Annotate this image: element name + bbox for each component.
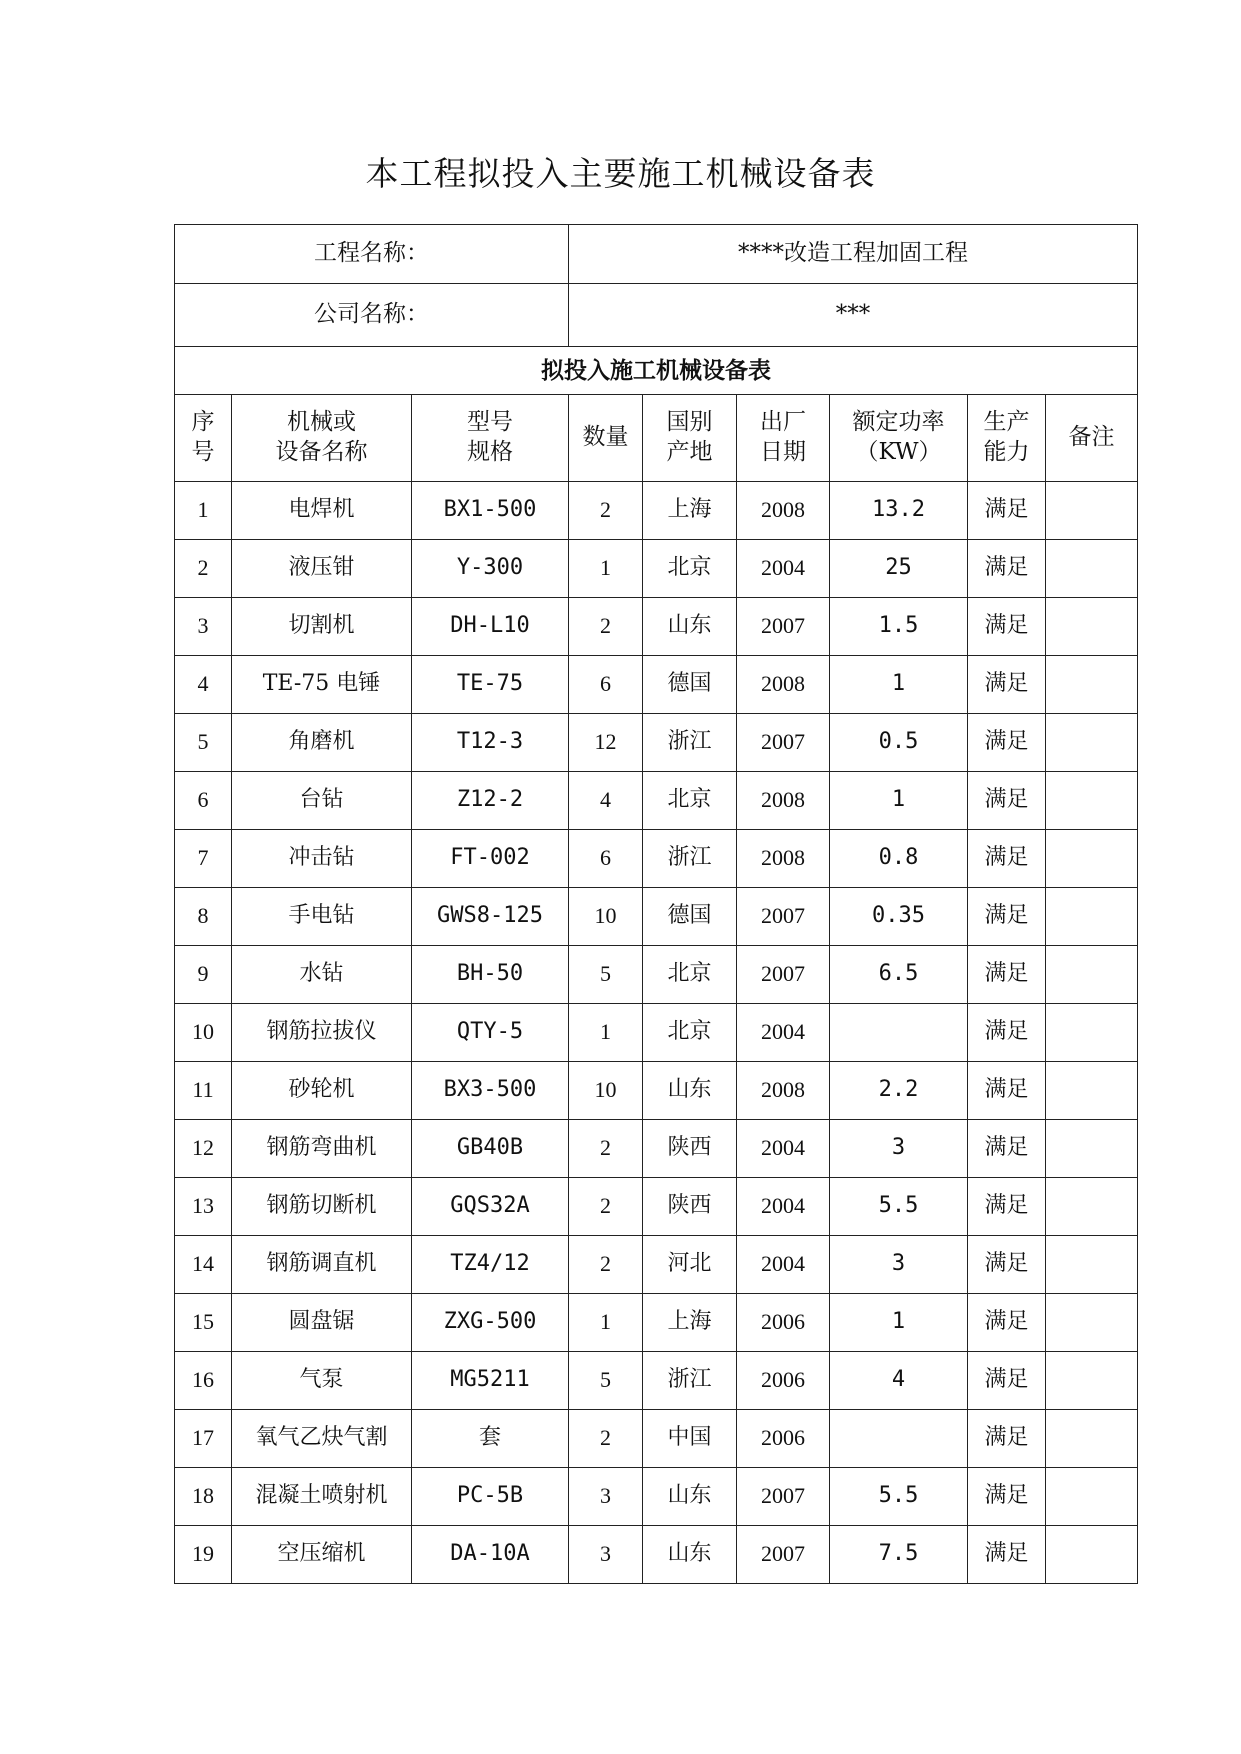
- row-qty: 2: [569, 1178, 643, 1236]
- header-date: [737, 395, 830, 482]
- row-qty: 2: [569, 598, 643, 656]
- row-name: 切割机: [232, 598, 412, 656]
- row-origin: 山东: [643, 598, 737, 656]
- table-row: [175, 1410, 1138, 1468]
- row-date: 2008: [737, 656, 830, 714]
- table-row: [175, 656, 1138, 714]
- header-model-line1: 型号: [467, 409, 514, 436]
- row-origin: 北京: [643, 540, 737, 598]
- equipment-table: [174, 224, 1138, 1584]
- header-no-line2: 号: [191, 439, 215, 465]
- row-origin: 浙江: [643, 1352, 737, 1410]
- row-name: 水钻: [232, 946, 412, 1004]
- row-date: 2007: [737, 946, 830, 1004]
- table-row: [175, 1062, 1138, 1120]
- row-date: 2006: [737, 1410, 830, 1468]
- row-power: 1: [830, 1294, 968, 1352]
- header-no: [175, 395, 232, 482]
- row-name: 手电钻: [232, 888, 412, 946]
- row-name: 圆盘锯: [232, 1294, 412, 1352]
- table-row: [175, 1178, 1138, 1236]
- row-remark: [1046, 1062, 1138, 1120]
- row-remark: [1046, 598, 1138, 656]
- header-name-line1: 机械或: [287, 409, 356, 436]
- row-qty: 2: [569, 1236, 643, 1294]
- row-no: 5: [175, 714, 232, 772]
- row-date: 2007: [737, 888, 830, 946]
- row-date: 2004: [737, 1236, 830, 1294]
- row-qty: 3: [569, 1526, 643, 1584]
- row-qty: 2: [569, 482, 643, 540]
- row-power: 2.2: [830, 1062, 968, 1120]
- row-date: 2007: [737, 1468, 830, 1526]
- header-origin: [643, 395, 737, 482]
- row-origin: 山东: [643, 1062, 737, 1120]
- row-capacity: 满足: [968, 1062, 1046, 1120]
- table-row: [175, 1468, 1138, 1526]
- row-remark: [1046, 540, 1138, 598]
- row-date: 2008: [737, 830, 830, 888]
- row-name: 气泵: [232, 1352, 412, 1410]
- row-model: Y-300: [412, 540, 569, 598]
- row-remark: [1046, 714, 1138, 772]
- row-power: 3: [830, 1120, 968, 1178]
- row-name: 冲击钻: [232, 830, 412, 888]
- header-capacity: [968, 395, 1046, 482]
- row-name: 钢筋弯曲机: [232, 1120, 412, 1178]
- row-date: 2008: [737, 1062, 830, 1120]
- header-name: [232, 395, 412, 482]
- column-header-row: [175, 395, 1138, 482]
- row-remark: [1046, 1526, 1138, 1584]
- row-origin: 山东: [643, 1468, 737, 1526]
- row-model: BX1-500: [412, 482, 569, 540]
- row-capacity: 满足: [968, 1294, 1046, 1352]
- row-origin: 北京: [643, 946, 737, 1004]
- row-model: 套: [412, 1410, 569, 1468]
- row-no: 15: [175, 1294, 232, 1352]
- header-power-line1: 额定功率: [852, 409, 945, 436]
- row-model: MG5211: [412, 1352, 569, 1410]
- project-name-label: 工程名称：: [175, 225, 569, 284]
- row-no: 1: [175, 482, 232, 540]
- table-row: [175, 1526, 1138, 1584]
- header-model: [412, 395, 569, 482]
- row-origin: 陕西: [643, 1120, 737, 1178]
- row-remark: [1046, 1004, 1138, 1062]
- table-row: [175, 888, 1138, 946]
- row-no: 18: [175, 1468, 232, 1526]
- row-power: 0.35: [830, 888, 968, 946]
- row-qty: 2: [569, 1120, 643, 1178]
- row-qty: 1: [569, 1294, 643, 1352]
- row-model: QTY-5: [412, 1004, 569, 1062]
- row-no: 16: [175, 1352, 232, 1410]
- header-model-line2: 规格: [467, 439, 514, 465]
- row-remark: [1046, 1410, 1138, 1468]
- row-power: 0.5: [830, 714, 968, 772]
- section-title: 拟投入施工机械设备表: [175, 347, 1138, 395]
- row-no: 4: [175, 656, 232, 714]
- row-date: 2007: [737, 1526, 830, 1584]
- table-row: [175, 482, 1138, 540]
- row-power: 1: [830, 656, 968, 714]
- header-origin-line2: 产地: [666, 439, 713, 465]
- row-remark: [1046, 1352, 1138, 1410]
- row-capacity: 满足: [968, 888, 1046, 946]
- row-qty: 10: [569, 888, 643, 946]
- row-model: BH-50: [412, 946, 569, 1004]
- row-date: 2004: [737, 540, 830, 598]
- row-model: Z12-2: [412, 772, 569, 830]
- row-name: 液压钳: [232, 540, 412, 598]
- header-name-line2: 设备名称: [275, 439, 368, 465]
- header-remark: 备注: [1046, 395, 1138, 482]
- company-name-value: ***: [569, 284, 1138, 347]
- row-no: 13: [175, 1178, 232, 1236]
- row-qty: 2: [569, 1410, 643, 1468]
- row-model: GWS8-125: [412, 888, 569, 946]
- row-qty: 3: [569, 1468, 643, 1526]
- row-capacity: 满足: [968, 1352, 1046, 1410]
- row-no: 17: [175, 1410, 232, 1468]
- row-capacity: 满足: [968, 598, 1046, 656]
- table-row: [175, 772, 1138, 830]
- row-power: 5.5: [830, 1178, 968, 1236]
- row-capacity: 满足: [968, 1236, 1046, 1294]
- row-date: 2007: [737, 598, 830, 656]
- row-name: 混凝土喷射机: [232, 1468, 412, 1526]
- row-remark: [1046, 946, 1138, 1004]
- document-title: 本工程拟投入主要施工机械设备表: [365, 154, 876, 193]
- row-remark: [1046, 888, 1138, 946]
- table-row: [175, 830, 1138, 888]
- row-origin: 北京: [643, 772, 737, 830]
- row-name: 氧气乙炔气割: [232, 1410, 412, 1468]
- row-model: FT-002: [412, 830, 569, 888]
- row-remark: [1046, 482, 1138, 540]
- table-row: [175, 1236, 1138, 1294]
- table-row: [175, 946, 1138, 1004]
- row-no: 12: [175, 1120, 232, 1178]
- row-origin: 浙江: [643, 830, 737, 888]
- row-power: 3: [830, 1236, 968, 1294]
- row-remark: [1046, 830, 1138, 888]
- row-name: 电焊机: [232, 482, 412, 540]
- row-qty: 1: [569, 1004, 643, 1062]
- row-qty: 10: [569, 1062, 643, 1120]
- row-date: 2008: [737, 482, 830, 540]
- row-model: ZXG-500: [412, 1294, 569, 1352]
- row-date: 2007: [737, 714, 830, 772]
- header-capacity-line1: 生产: [983, 409, 1030, 436]
- row-no: 19: [175, 1526, 232, 1584]
- row-name: 空压缩机: [232, 1526, 412, 1584]
- header-power: [830, 395, 968, 482]
- row-capacity: 满足: [968, 656, 1046, 714]
- row-capacity: 满足: [968, 1410, 1046, 1468]
- row-name: 角磨机: [232, 714, 412, 772]
- row-capacity: 满足: [968, 540, 1046, 598]
- row-remark: [1046, 1178, 1138, 1236]
- row-name: TE-75 电锤: [232, 656, 412, 714]
- project-name-value: ****改造工程加固工程: [569, 225, 1138, 284]
- row-origin: 上海: [643, 482, 737, 540]
- row-origin: 中国: [643, 1410, 737, 1468]
- equipment-table-body: [175, 225, 1138, 1584]
- row-capacity: 满足: [968, 830, 1046, 888]
- row-remark: [1046, 772, 1138, 830]
- row-name: 砂轮机: [232, 1062, 412, 1120]
- row-name: 钢筋切断机: [232, 1178, 412, 1236]
- row-no: 6: [175, 772, 232, 830]
- section-title-row: [175, 347, 1138, 395]
- row-model: BX3-500: [412, 1062, 569, 1120]
- row-capacity: 满足: [968, 1004, 1046, 1062]
- table-row: [175, 1294, 1138, 1352]
- project-name-row: [175, 225, 1138, 284]
- row-capacity: 满足: [968, 946, 1046, 1004]
- row-model: PC-5B: [412, 1468, 569, 1526]
- row-power: 25: [830, 540, 968, 598]
- table-row: [175, 1352, 1138, 1410]
- row-capacity: 满足: [968, 1468, 1046, 1526]
- header-date-line1: 出厂: [760, 409, 807, 436]
- header-date-line2: 日期: [760, 439, 807, 465]
- row-capacity: 满足: [968, 1120, 1046, 1178]
- row-power: 1: [830, 772, 968, 830]
- row-power: 13.2: [830, 482, 968, 540]
- row-power: 7.5: [830, 1526, 968, 1584]
- row-model: DH-L10: [412, 598, 569, 656]
- row-date: 2006: [737, 1294, 830, 1352]
- row-no: 9: [175, 946, 232, 1004]
- row-model: TE-75: [412, 656, 569, 714]
- table-row: [175, 1004, 1138, 1062]
- row-capacity: 满足: [968, 714, 1046, 772]
- row-power: 6.5: [830, 946, 968, 1004]
- row-power: 4: [830, 1352, 968, 1410]
- row-capacity: 满足: [968, 482, 1046, 540]
- row-remark: [1046, 1236, 1138, 1294]
- row-model: GB40B: [412, 1120, 569, 1178]
- row-qty: 6: [569, 830, 643, 888]
- row-capacity: 满足: [968, 1526, 1046, 1584]
- row-no: 3: [175, 598, 232, 656]
- row-model: DA-10A: [412, 1526, 569, 1584]
- row-qty: 1: [569, 540, 643, 598]
- row-name: 钢筋调直机: [232, 1236, 412, 1294]
- row-name: 钢筋拉拔仪: [232, 1004, 412, 1062]
- row-no: 10: [175, 1004, 232, 1062]
- row-remark: [1046, 656, 1138, 714]
- row-model: T12-3: [412, 714, 569, 772]
- row-origin: 山东: [643, 1526, 737, 1584]
- row-no: 8: [175, 888, 232, 946]
- row-power: 5.5: [830, 1468, 968, 1526]
- row-date: 2006: [737, 1352, 830, 1410]
- row-power: [830, 1004, 968, 1062]
- row-date: 2004: [737, 1120, 830, 1178]
- row-power: 1.5: [830, 598, 968, 656]
- row-model: TZ4/12: [412, 1236, 569, 1294]
- row-qty: 4: [569, 772, 643, 830]
- row-capacity: 满足: [968, 1178, 1046, 1236]
- header-power-line2: （KW）: [855, 439, 942, 465]
- table-row: [175, 1120, 1138, 1178]
- header-capacity-line2: 能力: [983, 439, 1030, 465]
- row-no: 14: [175, 1236, 232, 1294]
- row-origin: 河北: [643, 1236, 737, 1294]
- row-power: [830, 1410, 968, 1468]
- row-remark: [1046, 1294, 1138, 1352]
- header-qty: 数量: [569, 395, 643, 482]
- row-origin: 北京: [643, 1004, 737, 1062]
- row-power: 0.8: [830, 830, 968, 888]
- header-origin-line1: 国别: [666, 409, 713, 436]
- row-date: 2008: [737, 772, 830, 830]
- table-row: [175, 598, 1138, 656]
- row-qty: 6: [569, 656, 643, 714]
- row-qty: 5: [569, 1352, 643, 1410]
- row-qty: 12: [569, 714, 643, 772]
- row-model: GQS32A: [412, 1178, 569, 1236]
- header-no-line1: 序: [191, 409, 215, 436]
- company-name-row: [175, 284, 1138, 347]
- row-no: 7: [175, 830, 232, 888]
- row-origin: 浙江: [643, 714, 737, 772]
- row-capacity: 满足: [968, 772, 1046, 830]
- row-name: 台钻: [232, 772, 412, 830]
- table-row: [175, 540, 1138, 598]
- row-origin: 上海: [643, 1294, 737, 1352]
- row-qty: 5: [569, 946, 643, 1004]
- row-origin: 德国: [643, 888, 737, 946]
- row-origin: 德国: [643, 656, 737, 714]
- row-origin: 陕西: [643, 1178, 737, 1236]
- row-remark: [1046, 1468, 1138, 1526]
- row-date: 2004: [737, 1004, 830, 1062]
- table-row: [175, 714, 1138, 772]
- row-no: 11: [175, 1062, 232, 1120]
- row-no: 2: [175, 540, 232, 598]
- company-name-label: 公司名称：: [175, 284, 569, 347]
- row-date: 2004: [737, 1178, 830, 1236]
- row-remark: [1046, 1120, 1138, 1178]
